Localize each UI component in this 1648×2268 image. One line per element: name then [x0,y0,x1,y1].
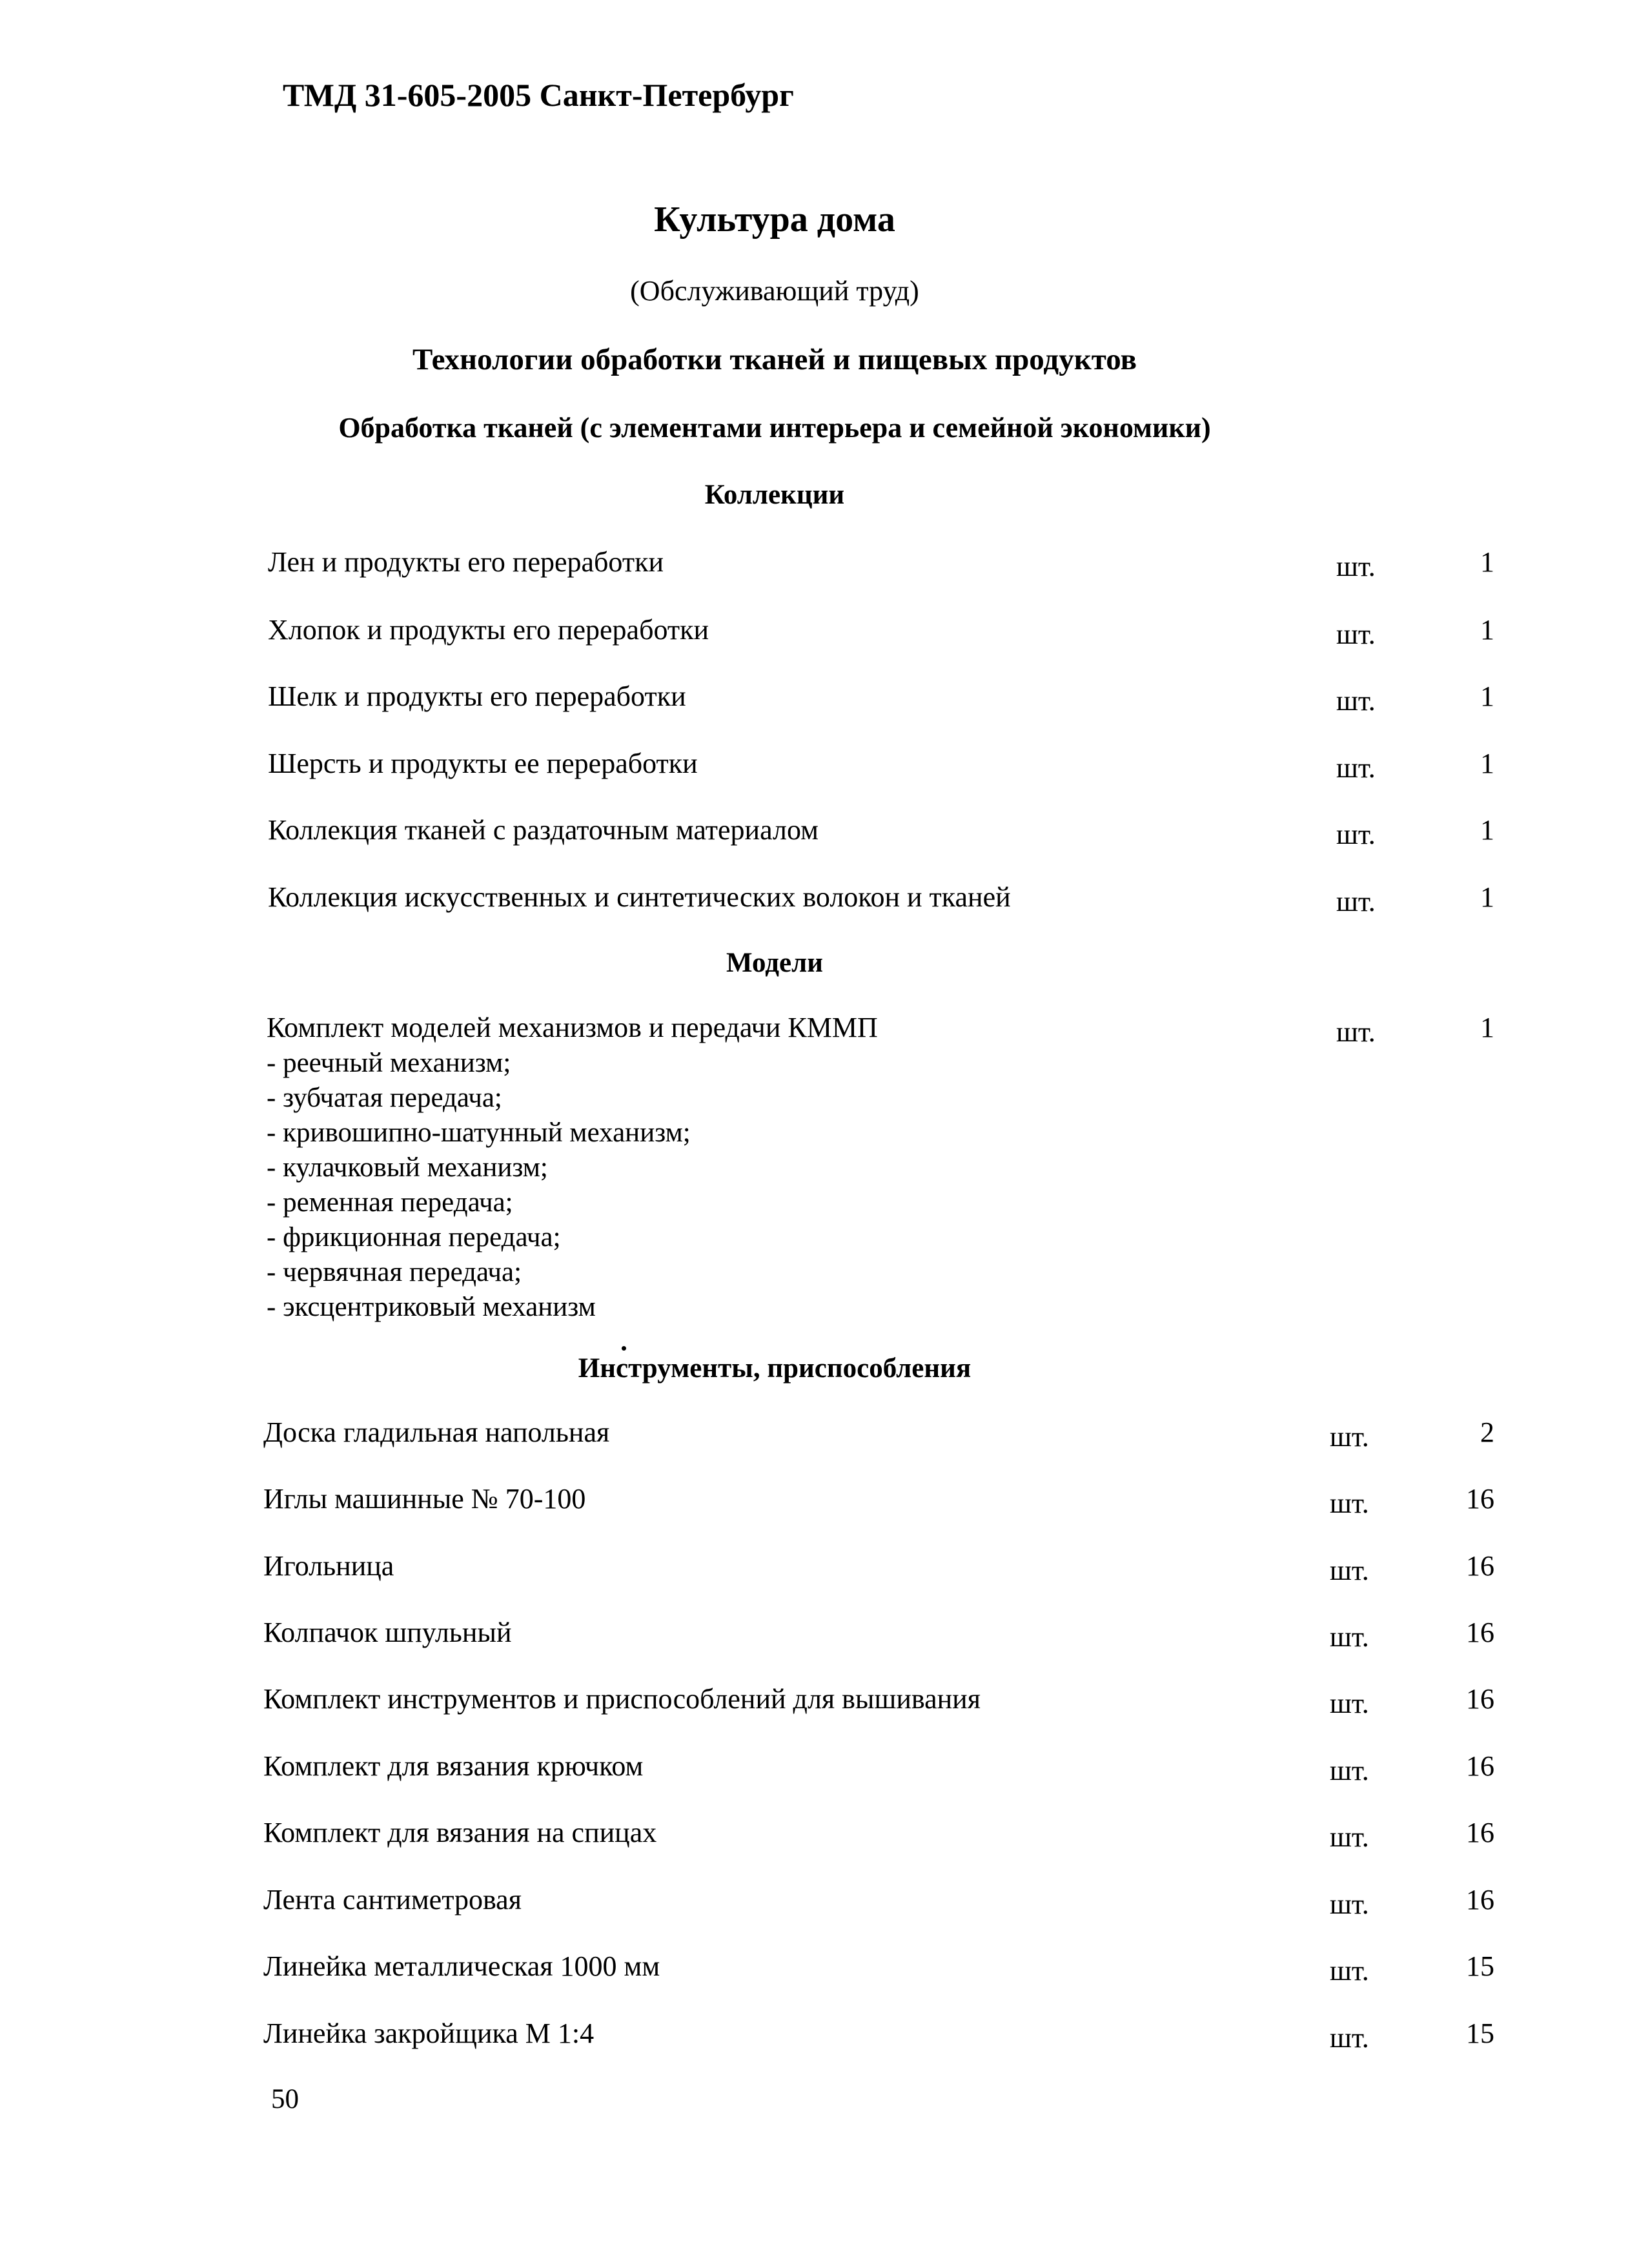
item-name: Комплект моделей механизмов и передачи КММП [267,1012,878,1043]
item-name: Хлопок и продукты его переработки [268,614,709,646]
item-qty: 1 [1480,814,1494,846]
item-qty: 1 [1480,546,1494,578]
sublist-item: - червячная передача; [267,1257,522,1287]
item-name: Комплект инструментов и приспособлений для вышивания [263,1683,981,1715]
item-unit: шт. [1330,1755,1369,1786]
item-unit: шт. [1336,618,1376,650]
item-unit: шт. [1330,1955,1369,1987]
item-unit: шт. [1336,886,1376,917]
document-code: ТМД 31-605-2005 Санкт-Петербург [283,77,794,113]
item-qty: 1 [1480,680,1494,712]
item-qty: 1 [1480,614,1494,646]
topic-heading: Технологии обработки тканей и пищевых продуктов [412,343,1137,376]
item-name: Игольница [263,1550,394,1582]
item-qty: 16 [1466,1884,1494,1916]
page-number: 50 [271,2084,299,2114]
item-unit: шт. [1336,752,1376,784]
item-unit: шт. [1330,1821,1369,1853]
section-title-tools: Инструменты, приспособления [578,1353,972,1384]
item-name: Линейка закройщика М 1:4 [263,2018,595,2049]
item-qty: 15 [1466,2018,1494,2049]
item-name: Шерсть и продукты ее переработки [268,748,698,779]
item-unit: шт. [1330,2022,1369,2054]
page-title: Культура дома [654,199,895,240]
item-name: Лента сантиметровая [263,1884,522,1916]
page-subtitle: (Обслуживающий труд) [630,275,919,307]
item-unit: шт. [1330,1621,1369,1653]
sublist-item: - кривошипно-шатунный механизм; [267,1118,691,1148]
item-qty: 16 [1466,1683,1494,1715]
item-qty: 16 [1466,1483,1494,1515]
sublist-item: - ременная передача; [267,1187,513,1218]
item-name: Комплект для вязания на спицах [263,1817,657,1848]
item-unit: шт. [1336,551,1376,582]
sublist-item: - реечный механизм; [267,1048,511,1078]
sublist-item: - эксцентриковый механизм [267,1292,596,1322]
item-unit: шт. [1330,1487,1369,1519]
section-title-collections: Коллекции [704,480,845,510]
subtopic-heading: Обработка тканей (с элементами интерьера и семейной экономики) [338,412,1211,444]
item-unit: шт. [1330,1888,1369,1920]
item-qty: 1 [1480,748,1494,779]
sublist-item: - зубчатая передача; [267,1083,502,1113]
item-qty: 16 [1466,1550,1494,1582]
item-name: Шелк и продукты его переработки [268,680,686,712]
item-unit: шт. [1336,1016,1376,1048]
item-unit: шт. [1336,685,1376,717]
sublist-item: - кулачковый механизм; [267,1152,548,1183]
item-qty: 16 [1466,1750,1494,1782]
item-unit: шт. [1330,1421,1369,1453]
item-name: Линейка металлическая 1000 мм [263,1950,660,1982]
scan-speck [622,1346,626,1351]
item-qty: 16 [1466,1817,1494,1848]
item-unit: шт. [1330,1688,1369,1719]
item-qty: 1 [1480,881,1494,913]
item-qty: 16 [1466,1617,1494,1648]
item-unit: шт. [1336,819,1376,850]
item-unit: шт. [1330,1555,1369,1586]
mechanism-sublist [267,1046,691,1325]
item-name: Коллекция искусственных и синтетических волокон и тканей [268,881,1011,913]
item-name: Комплект для вязания крючком [263,1750,644,1782]
item-name: Коллекция тканей с раздаточным материалом [268,814,819,846]
item-qty: 1 [1480,1012,1494,1043]
item-name: Иглы машинные № 70-100 [263,1483,586,1515]
item-qty: 15 [1466,1950,1494,1982]
sublist-item: - фрикционная передача; [267,1222,561,1252]
section-title-models: Модели [726,948,824,978]
item-qty: 2 [1480,1416,1494,1448]
item-name: Колпачок шпульный [263,1617,512,1648]
item-name: Лен и продукты его переработки [268,546,664,578]
item-name: Доска гладильная напольная [263,1416,610,1448]
